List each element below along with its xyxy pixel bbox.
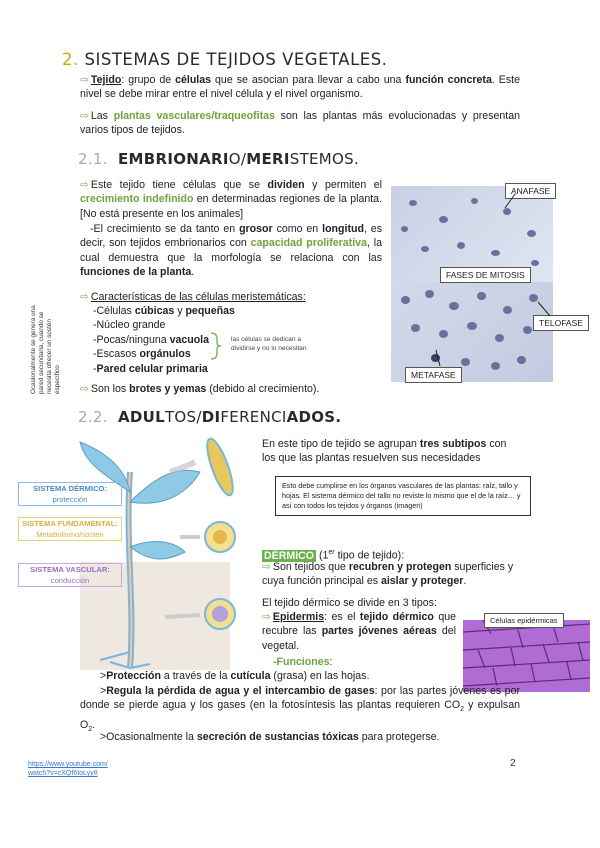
label-telofase: TELOFASE <box>533 315 589 331</box>
side-note: Ocasionalmente se genera una pared secundaria, cuando se necesita ofrecer un sostén específico <box>30 305 61 394</box>
section-heading-2-2: 2.2. ADULTOS/DIFERENCIADOS. <box>78 408 342 426</box>
plant-illustration <box>70 432 260 670</box>
section-heading-2-1: 2.1. EMBRIONARIO/MERISTEMOS. <box>78 150 360 168</box>
title-text: SISTEMAS DE TEJIDOS VEGETALES. <box>84 50 388 69</box>
caract-title: ⇨ Características de las células meristemáticas: <box>80 291 306 303</box>
intro-plantas: ⇨ Las plantas vasculares/traqueofitas son las plantas más evolucionadas y presentan varios tipos de tejidos. <box>80 110 521 137</box>
pointer-lines <box>390 186 590 382</box>
arrow-icon: ⇨ <box>80 179 89 191</box>
page-title <box>62 50 387 69</box>
page-number: 2 <box>510 758 516 769</box>
arrow-icon: ⇨ <box>80 383 89 395</box>
arrow-icon: ⇨ <box>80 110 89 122</box>
list-item: -Núcleo grande <box>93 319 166 332</box>
label-celulas-epidermicas: Células epidérmicas <box>484 613 564 628</box>
system-fundamental-label: SISTEMA FUNDAMENTAL: Metabolismo/sostén <box>18 517 122 541</box>
funcion-1: >Protección a través de la cutícula (grasa) en las hojas. <box>100 670 370 682</box>
dermico-heading: DÉRMICO (1er tipo de tejido): <box>264 549 405 562</box>
brace-note: las células se dedican a dividirse y no lo necesitan <box>231 336 307 352</box>
list-item: -Células cúbicas y pequeñas <box>93 305 235 317</box>
brace-icon <box>208 332 224 360</box>
label-anafase: ANAFASE <box>505 183 556 199</box>
epidermis-desc: ⇨ Epidermis: es el tejido dérmico que recubre las partes jóvenes aéreas del vegetal. <box>262 611 457 652</box>
dermico-desc: ⇨ Son tejidos que recubren y protegen superficies y cuya función principal es aislar y proteger. <box>262 561 514 588</box>
funcion-2: >Regula la pérdida de agua y el intercambio de gases: por las partes jóvenes es por donde se pierde agua y los gases (en la fotosíntesis las plantas requieren $CO_2$ y expulsan $O_2$. <box>80 685 521 734</box>
dermico-divide: El tejido dérmico se divide en 3 tipos: <box>262 597 437 609</box>
sec21-paragraph-2: -El crecimiento se da tanto en grosor como en longitud, es decir, son tejidos embrionarios con capacidad proliferativa, la cual demuestra que la morfología se relaciona con las funciones de la planta. <box>80 223 382 279</box>
funciones-label: -Funciones: <box>273 656 333 668</box>
system-vascular-label: SISTEMA VASCULAR: conducción <box>18 563 122 587</box>
funcion-3: >Ocasionalmente la secreción de sustancias tóxicas para protegerse. <box>100 731 440 743</box>
list-item: -Escasos orgánulos <box>93 348 191 361</box>
label-metafase: METAFASE <box>405 367 462 383</box>
list-item: -Pared celular primaria <box>93 362 208 375</box>
epidermal-cells-image <box>463 620 590 692</box>
arrow-icon: ⇨ <box>80 291 89 303</box>
note-box: Esto debe cumplirse en los órganos vasculares de las plantas: raíz, tallo y hojas. El sistema dérmico del tallo no reviste lo mismo que el de la raíz… y así con todos los tejidos y órganos (imagen) <box>275 476 531 516</box>
intro-tejido: ⇨ Tejido: grupo de células que se asocian para llevar a cabo una función concreta. Este nivel se debe mirar entre el nivel célula y el nivel organismo. <box>80 74 520 101</box>
brotes-line: ⇨ Son los brotes y yemas (debido al crecimiento). <box>80 383 320 395</box>
title-number: 2. <box>62 50 79 69</box>
list-item: -Pocas/ninguna vacuola <box>93 333 210 346</box>
sec22-intro: En este tipo de tejido se agrupan tres subtipos con los que las plantas resuelven sus necesidades <box>262 438 507 465</box>
sec21-paragraph-1: ⇨ Este tejido tiene células que se dividen y permiten el crecimiento indefinido en determinadas regiones de la planta. [No está presente en los animales] <box>80 179 383 220</box>
youtube-link[interactable]: https://www.youtube.com/watch?v=cXQf6IoLyy8 <box>28 761 108 777</box>
system-dermico-label: SISTEMA DÉRMICO: protección <box>18 482 122 506</box>
arrow-icon: ⇨ <box>80 74 89 86</box>
label-fases-mitosis: FASES DE MITOSIS <box>440 267 531 283</box>
